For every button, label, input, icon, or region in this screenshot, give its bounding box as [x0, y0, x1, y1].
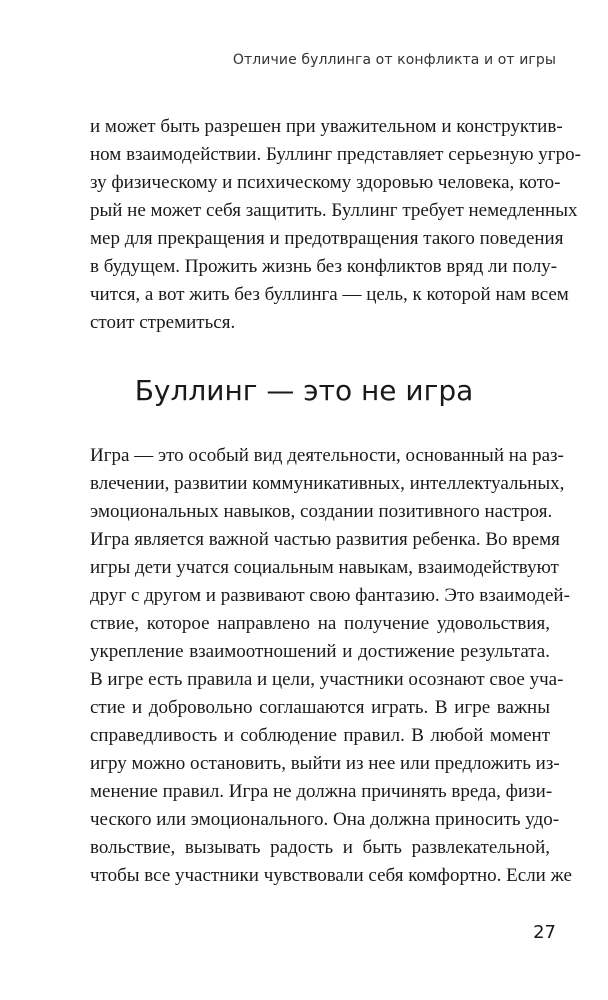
text-line: мер для прекращения и предотвращения такого поведения [90, 228, 564, 249]
text-line: ном взаимодействии. Буллинг представляет серьезную угро- [90, 144, 581, 165]
text-line: чится, а вот жить без буллинга — цель, к которой нам всем [90, 284, 569, 305]
text-line: и может быть разрешен при уважительном и конструктив- [90, 116, 563, 137]
section-heading: Буллинг — это не игра [134, 374, 474, 407]
running-head: Отличие буллинга от конфликта и от игры [232, 52, 556, 68]
text-line: зу физическому и психическому здоровью человека, кото- [90, 172, 561, 193]
paragraph-1 [90, 113, 581, 337]
text-line: стие и добровольно соглашаются играть. В игре важны [90, 697, 550, 718]
text-line: менение правил. Игра не должна причинять вреда, физи- [90, 781, 553, 802]
text-line: друг с другом и развивают свою фантазию. Это взаимодей- [90, 585, 570, 606]
text-line: Игра — это особый вид деятельности, основанный на раз- [90, 445, 564, 466]
text-line: вольствие, вызывать радость и быть развлекательной, [90, 837, 550, 858]
text-line: чтобы все участники чувствовали себя комфортно. Если же [90, 865, 572, 886]
text-line: укрепление взаимоотношений и достижение результата. [90, 641, 550, 662]
text-line: В игре есть правила и цели, участники осознают свое уча- [90, 669, 564, 690]
text-line: ческого или эмоционального. Она должна приносить удо- [90, 809, 560, 830]
text-line: влечении, развитии коммуникативных, интеллектуальных, [90, 473, 565, 494]
text-line: в будущем. Прожить жизнь без конфликтов вряд ли полу- [90, 256, 558, 277]
text-line: ствие, которое направлено на получение удовольствия, [90, 613, 550, 634]
text-line: игру можно остановить, выйти из нее или предложить из- [90, 753, 560, 774]
text-line: игры дети учатся социальным навыкам, взаимодействуют [90, 557, 559, 578]
paragraph-2 [90, 442, 572, 890]
text-line: Игра является важной частью развития ребенка. Во время [90, 529, 560, 550]
text-line: стоит стремиться. [90, 312, 236, 333]
page-number: 27 [533, 922, 556, 943]
text-line: справедливость и соблюдение правил. В любой момент [90, 725, 550, 746]
text-line: эмоциональных навыков, создании позитивного настроя. [90, 501, 553, 522]
text-line: рый не может себя защитить. Буллинг требует немедленных [90, 200, 578, 221]
